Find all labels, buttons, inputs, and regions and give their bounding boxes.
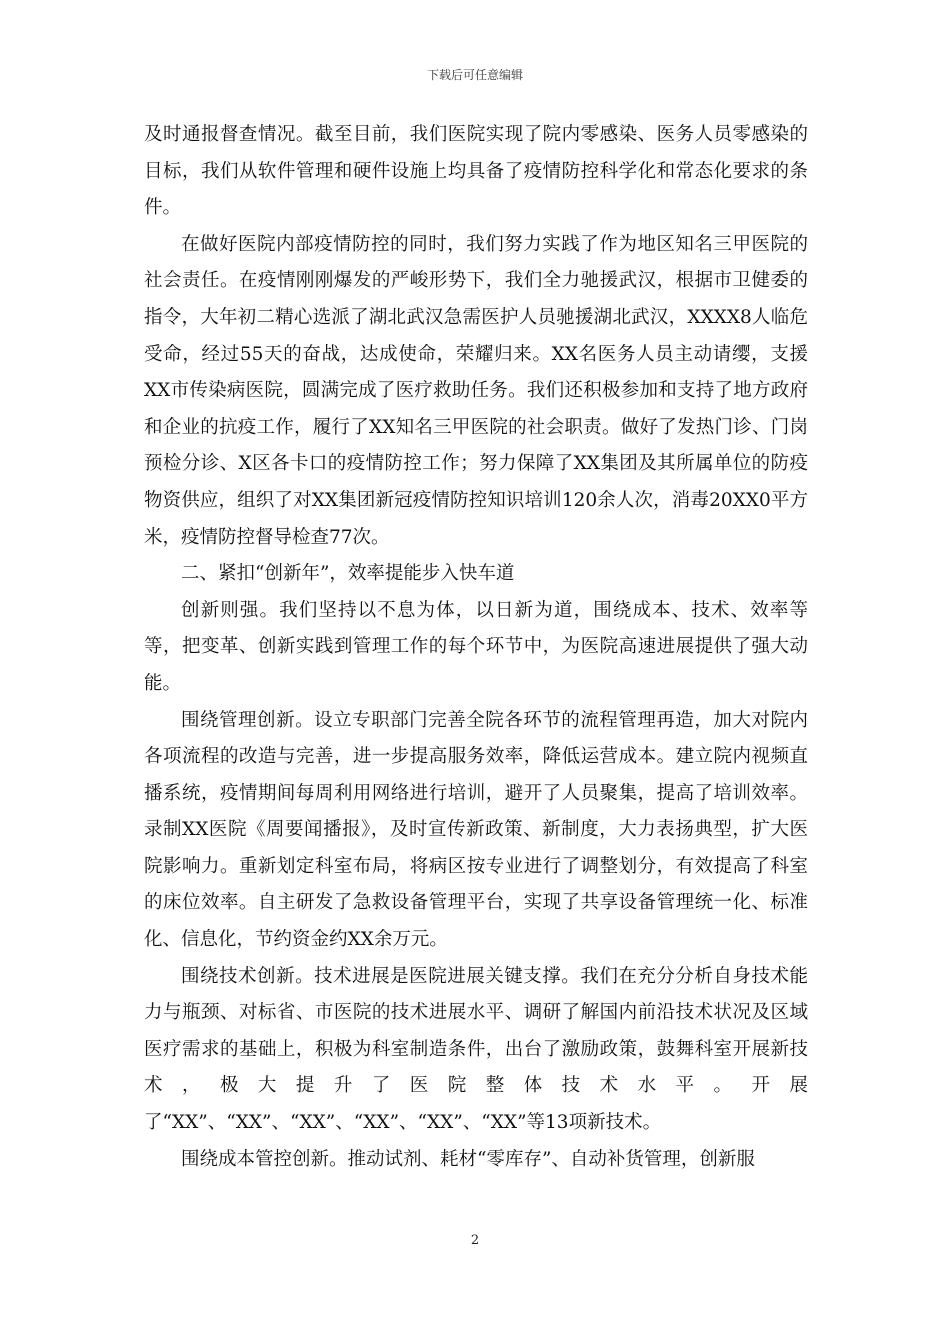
- paragraph-continuation: 及时通报督查情况。截至目前，我们医院实现了院内零感染、医务人员零感染的目标，我们从软件管理和硬件设施上均具备了疫情防控科学化和常态化要求的条件。: [144, 124, 808, 219]
- paragraph-management-innovation: 围绕管理创新。设立专职部门完善全院各环节的流程管理再造，加大对院内各项流程的改造与完善，进一步提高服务效率，降低运营成本。建立院内视频直播系统，疫情期间每周利用网络进行培训，避开了人员聚集，提高了培训效率。录制XX医院《周要闻播报》，及时宣传新政策、新制度，大力表扬典型，扩大医院影响力。重新划定科室布局，将病区按专业进行了调整划分，有效提高了科室的床位效率。自主研发了急救设备管理平台，实现了共享设备管理统一化、标准化、信息化，节约资金约XX余万元。: [144, 709, 808, 951]
- page-number: 2: [470, 1233, 480, 1248]
- page-header: 下载后可任意编辑: [426, 68, 523, 82]
- paragraph-innovation-intro: 创新则强。我们坚持以不息为体，以日新为道，围绕成本、技术、效率等等，把变革、创新实践到管理工作的每个环节中，为医院高速进展提供了强大动能。: [144, 599, 808, 694]
- section-heading: 二、紧扣“创新年”，效率提能步入快车道: [181, 563, 515, 585]
- paragraph-cost-control-innovation: 围绕成本管控创新。推动试剂、耗材“零库存”、自动补货管理，创新服: [181, 1148, 755, 1170]
- paragraph-technology-innovation: 围绕技术创新。技术进展是医院进展关键支撑。我们在充分分析自身技术能力与瓶颈、对标省、市医院的技术进展水平、调研了解国内前沿技术状况及区域医疗需求的基础上，积极为科室制造条件，出台了激励政策，鼓舞科室开展新技术，极大提升了医院整体技术水平。开展了“XX”、“XX”、“XX”、“XX”、“XX”、“XX”等13项新技术。: [144, 965, 808, 1134]
- document-body: [144, 117, 808, 1178]
- paragraph-social-responsibility: 在做好医院内部疫情防控的同时，我们努力实践了作为地区知名三甲医院的社会责任。在疫情刚刚爆发的严峻形势下，我们全力驰援武汉，根据市卫健委的指令，大年初二精心选派了湖北武汉急需医护人员驰援湖北武汉，XXXX8人临危受命，经过55天的奋战，达成使命，荣耀归来。XX名医务人员主动请缨，支援XX市传染病医院，圆满完成了医疗救助任务。我们还积极参加和支持了地方政府和企业的抗疫工作，履行了XX知名三甲医院的社会职责。做好了发热门诊、门岗预检分诊、X区各卡口的疫情防控工作；努力保障了XX集团及其所属单位的防疫物资供应，组织了对XX集团新冠疫情防控知识培训120余人次，消毒20XX0平方米，疫情防控督导检查77次。: [144, 233, 808, 548]
